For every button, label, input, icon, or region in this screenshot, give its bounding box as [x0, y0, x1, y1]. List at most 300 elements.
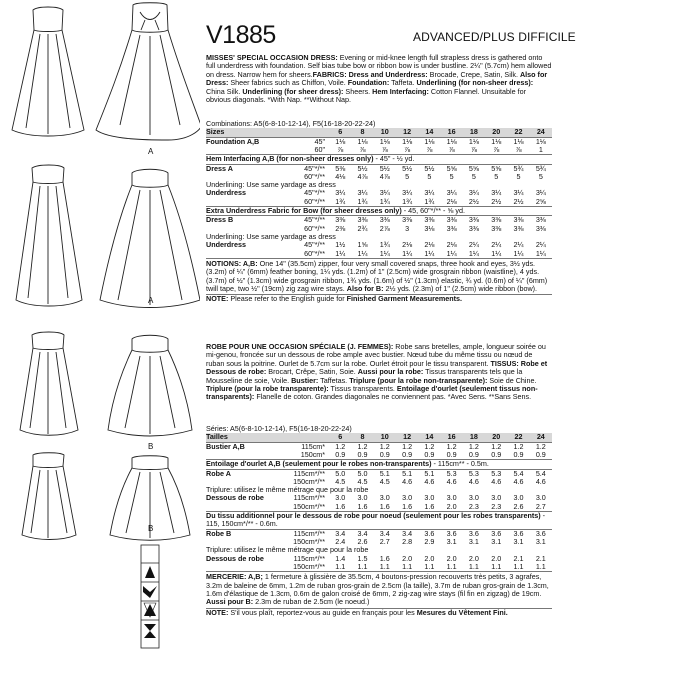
- en-header-row: [206, 128, 552, 137]
- fr-cell: 1.6: [351, 503, 373, 512]
- fr-cell: 4.6: [424, 476, 435, 486]
- en-cell: 1⅛: [446, 136, 457, 146]
- en-cell: 3⅛: [424, 223, 435, 233]
- fr-cell: 0.9: [374, 451, 396, 460]
- en-cell: 3⅜: [468, 223, 479, 233]
- en-cell: 3⅜: [446, 215, 457, 225]
- fr-sizes-label: Tailles: [206, 433, 329, 442]
- en-cell: 4⅞: [357, 171, 368, 181]
- en-cell: 5⅝: [468, 163, 479, 173]
- en-cell: 3¼: [335, 188, 346, 198]
- fr-cell: 2.8: [402, 536, 413, 546]
- fr-cell: 4.5: [335, 476, 346, 486]
- fr-cell: 0.9: [418, 451, 440, 460]
- en-cell: 2¼: [468, 240, 479, 250]
- dress-b-strapless-illustration: [108, 335, 192, 436]
- fr-cell: 3.6: [513, 528, 524, 538]
- en-cell: 1¾: [374, 198, 396, 207]
- en-cell: 1¼: [463, 250, 485, 259]
- fr-cell: 3.1: [513, 536, 524, 546]
- en-cell: 5⅜: [335, 163, 346, 173]
- en-cell: 2⅞: [379, 223, 390, 233]
- fr-row-width: 150cm*/**: [293, 476, 326, 486]
- fr-cell: 3.0: [535, 493, 546, 503]
- fr-note: [206, 608, 552, 617]
- fr-size-16: 16: [441, 433, 463, 442]
- en-row-label: Foundation A,B: [206, 136, 260, 146]
- en-row: [206, 164, 552, 173]
- en-note: [206, 294, 552, 303]
- fr-mercerie-bold-2: Aussi pour B:: [206, 597, 254, 607]
- en-desc-text-0: Evening or mid-knee length full strapless dress is gathered onto full underdress with foundation. Self bias tube bow or ribbon bow is under bustline. 2¼" (5.7cm) hem allowed on dress. Narrow hem for sheers.: [206, 53, 552, 79]
- en-full-label: Hem Interfacing A,B (for non-sheer dresses only): [206, 154, 374, 164]
- en-size-10: 10: [374, 128, 396, 137]
- dress-a-back-illustration: [12, 7, 84, 136]
- dress-b-front-illustration: [20, 332, 78, 435]
- en-cell: 3⅜: [335, 215, 346, 225]
- fr-cell: 3.0: [424, 493, 435, 503]
- fr-cell: 3.4: [357, 528, 368, 538]
- en-desc-text-6: Cotton Flannel. Unsuitable for obvious diagonals. *With Nap. **Without Nap.: [206, 86, 526, 105]
- fr-cell: 2.6: [507, 503, 529, 512]
- en-cell: 1⅝: [357, 240, 368, 250]
- fr-cell: 1.2: [491, 441, 502, 451]
- en-size-18: 18: [463, 128, 485, 137]
- fr-cell: 5.1: [379, 468, 390, 478]
- fr-cell: 2.0: [402, 553, 413, 563]
- fr-cell: 0.9: [507, 451, 529, 460]
- en-notions: [206, 260, 552, 294]
- en-cell: 1¾: [418, 198, 440, 207]
- en-row-width: 60"*/**: [304, 223, 326, 233]
- en-yardage-table: [206, 128, 552, 258]
- en-size-22: 22: [507, 128, 529, 137]
- en-cell: ⅞: [507, 146, 529, 155]
- fr-cell: 2.4: [335, 536, 346, 546]
- fr-cell: 4.6: [402, 476, 413, 486]
- en-notions-bold-2: Also for B:: [346, 284, 384, 294]
- fr-cell: 3.6: [424, 528, 435, 538]
- en-row-width: 60": [282, 146, 329, 155]
- en-cell: 3¼: [513, 188, 524, 198]
- en-full-label: Extra Underdress Fabric for Bow (for sheer dresses only): [206, 206, 402, 216]
- fr-size-8: 8: [351, 433, 373, 442]
- en-row-label: Dress B: [206, 215, 234, 225]
- en-row-label: Underdress: [206, 188, 246, 198]
- fr-cell: 3.0: [468, 493, 479, 503]
- fr-size-14: 14: [418, 433, 440, 442]
- fr-cell: 1.1: [374, 563, 396, 572]
- en-cell: 3: [405, 223, 410, 233]
- en-cell: ⅞: [374, 146, 396, 155]
- difficulty-level: ADVANCED/PLUS DIFFICILE: [413, 30, 576, 44]
- dress-b-second-illustration: [22, 453, 76, 540]
- fr-desc-text-3: Taffetas.: [318, 375, 350, 385]
- en-cell: 1: [530, 146, 552, 155]
- fr-cell: 0.9: [329, 451, 351, 460]
- fr-cell: 1.1: [396, 563, 418, 572]
- en-cell: 1¼: [396, 250, 418, 259]
- dress-a-second-back-illustration: [16, 165, 82, 306]
- fr-cell: 4.6: [513, 476, 524, 486]
- en-row: [206, 137, 552, 146]
- fr-cell: 4.6: [468, 476, 479, 486]
- fr-desc-text-5: Tissus transparents.: [328, 384, 397, 394]
- fr-cell: 3.1: [468, 536, 479, 546]
- fr-note-bold-2: Mesures du Vêtement Fini.: [416, 607, 508, 617]
- fr-cell: 0.9: [463, 451, 485, 460]
- en-cell: 3⅜: [491, 223, 502, 233]
- fr-cell: 3.0: [335, 493, 346, 503]
- illustration-column: [0, 0, 200, 680]
- fr-row-width: 150cm*/**: [282, 563, 329, 572]
- fr-cell: 2.0: [446, 553, 457, 563]
- en-cell: 2⅛: [424, 240, 435, 250]
- en-cell: 1⅛: [491, 136, 502, 146]
- fr-cell: 2.3: [463, 503, 485, 512]
- en-cell: 1⅛: [513, 136, 524, 146]
- fr-size-18: 18: [463, 433, 485, 442]
- en-cell: 5¾: [535, 163, 546, 173]
- fr-series: Séries: A5(6-8-10-12-14), F5(16-18-20-22-24): [206, 424, 352, 433]
- fr-row-width: 115cm*: [301, 441, 326, 451]
- fr-cell: 3.0: [402, 493, 413, 503]
- en-cell: 1¾: [329, 198, 351, 207]
- fr-cell: 1.2: [402, 441, 413, 451]
- fr-row-width: 115cm*/**: [293, 553, 326, 563]
- fr-cell: 0.9: [441, 451, 463, 460]
- en-cell: 5½: [424, 163, 435, 173]
- fr-cell: 2.0: [491, 553, 502, 563]
- en-note-bold: NOTE:: [206, 294, 229, 304]
- fr-row-label: Dessous de robe: [206, 493, 264, 503]
- fr-cell: 1.6: [379, 553, 390, 563]
- fr-full-rest: - 115cm** - 0.5m.: [431, 459, 489, 469]
- en-cell: 2⅛: [446, 240, 457, 250]
- en-cell: 2½: [463, 198, 485, 207]
- fr-cell: 2.3: [485, 503, 507, 512]
- en-cell: 1¼: [351, 250, 373, 259]
- fr-cell: 1.1: [463, 563, 485, 572]
- fr-desc-bold-5: Triplure (pour la robe transparente):: [206, 384, 329, 394]
- dress-illustrations: [0, 0, 200, 680]
- en-cell: 5⅝: [491, 163, 502, 173]
- fr-full-row: [206, 460, 552, 469]
- fr-cell: 2.6: [357, 536, 368, 546]
- fr-desc-bold-4: Triplure (pour la robe non-transparente):: [349, 375, 488, 385]
- en-cell: 3¼: [535, 188, 546, 198]
- en-cell: 5¾: [513, 163, 524, 173]
- fr-row-width: 115cm*/**: [293, 493, 326, 503]
- en-cell: 4⅛: [335, 171, 346, 181]
- en-size-12: 12: [396, 128, 418, 137]
- en-desc-bold-5: Underlining (for sheer dress):: [242, 86, 344, 96]
- en-cell: 5½: [379, 163, 390, 173]
- en-cell: 3⅜: [379, 215, 390, 225]
- fr-desc-text-6: Flanelle de coton. Grandes diagonales ne conviennent pas. *Avec Sens. **Sans Sens.: [254, 392, 532, 402]
- pattern-symbol-legend: [141, 545, 159, 648]
- en-desc-text-3: Taffeta.: [389, 78, 417, 88]
- fr-note-bold: NOTE:: [206, 607, 229, 617]
- fr-size-6: 6: [329, 433, 351, 442]
- en-cell: 1¼: [329, 250, 351, 259]
- en-cell: 2¾: [357, 223, 368, 233]
- fr-cell: 4.5: [379, 476, 390, 486]
- fr-cell: 4.5: [357, 476, 368, 486]
- en-cell: 2¼: [513, 240, 524, 250]
- fr-cell: 1.1: [485, 563, 507, 572]
- en-cell: 2⅛: [441, 198, 463, 207]
- fr-cell: 2.1: [535, 553, 546, 563]
- en-cell: 3⅜: [535, 215, 546, 225]
- fr-desc-bold-6: Entoilage d'ourlet (seulement tissus non-transparents):: [206, 384, 538, 402]
- en-cell: 1¼: [530, 250, 552, 259]
- en-note-bold-2: Finished Garment Measurements.: [346, 294, 463, 304]
- fr-cell: 3.4: [335, 528, 346, 538]
- fr-note-text: S'il vous plaît, reportez-vous au guide en français pour les: [228, 607, 417, 617]
- fr-mercerie-bold: MERCERIE: A,B;: [206, 572, 263, 582]
- en-cell: 3⅜: [402, 215, 413, 225]
- en-cell: 1¼: [485, 250, 507, 259]
- en-cell: ⅞: [351, 146, 373, 155]
- fr-cell: 1.1: [418, 563, 440, 572]
- figure-label-b-1: B: [148, 442, 154, 451]
- en-cell: 3⅜: [468, 215, 479, 225]
- fr-row-label: Robe B: [206, 528, 232, 538]
- fr-note-row: Triplure: utilisez le même métrage que pour la robe: [206, 485, 369, 495]
- en-cell: ⅞: [418, 146, 440, 155]
- fr-cell: 0.9: [351, 451, 373, 460]
- fr-cell: 3.6: [446, 528, 457, 538]
- en-size-24: 24: [530, 128, 552, 137]
- fr-desc-bold-3: Bustier:: [291, 375, 319, 385]
- en-cell: 1⅛: [357, 136, 368, 146]
- fr-cell: 3.1: [535, 536, 546, 546]
- fr-cell: 5.3: [491, 468, 502, 478]
- fr-cell: 2.1: [513, 553, 524, 563]
- fr-mercerie: [206, 573, 552, 607]
- en-cell: 1⅛: [335, 136, 346, 146]
- fr-cell: 5.0: [357, 468, 368, 478]
- fr-cell: 2.7: [379, 536, 390, 546]
- en-cell: 1¼: [374, 250, 396, 259]
- fr-cell: 3.6: [468, 528, 479, 538]
- en-cell: 2⅝: [530, 198, 552, 207]
- en-cell: 1⅛: [379, 136, 390, 146]
- fr-desc-text-2: Tissus transparents tels que la Mousseline de soie, Voile.: [206, 367, 523, 385]
- en-cell: 1¼: [441, 250, 463, 259]
- en-desc-bold-4: Underlining (for non-sheer dress):: [416, 78, 534, 88]
- en-cell: 3¼: [446, 188, 457, 198]
- en-size-16: 16: [441, 128, 463, 137]
- en-cell: 4⅞: [379, 171, 390, 181]
- fr-cell: 3.4: [402, 528, 413, 538]
- fr-cell: 1.5: [357, 553, 368, 563]
- fr-cell: 1.2: [468, 441, 479, 451]
- en-row: [206, 155, 552, 164]
- en-cell: 3⅜: [513, 223, 524, 233]
- fr-row-width: 150cm*: [282, 451, 329, 460]
- fr-row: [206, 512, 552, 530]
- fr-full-label: Entoilage d'ourlet A,B (seulement pour le robes non-transparents): [206, 459, 432, 469]
- en-cell: 1¾: [396, 198, 418, 207]
- en-cell: 3¼: [468, 188, 479, 198]
- fr-row: [206, 563, 552, 572]
- en-cell: 3⅜: [446, 223, 457, 233]
- en-cell: 1¼: [507, 250, 529, 259]
- fr-cell: 0.9: [530, 451, 552, 460]
- fr-cell: 1.1: [329, 563, 351, 572]
- en-cell: ⅞: [329, 146, 351, 155]
- en-desc-bold-6: Hem Interfacing:: [372, 86, 429, 96]
- en-cell: 5: [449, 171, 454, 181]
- fr-cell: 0.9: [396, 451, 418, 460]
- fr-cell: 3.4: [379, 528, 390, 538]
- en-row-width: 45"*/**: [304, 163, 326, 173]
- en-cell: 3⅜: [513, 215, 524, 225]
- figure-label-b-2: B: [148, 524, 154, 533]
- en-cell: ⅞: [463, 146, 485, 155]
- fr-cell: 1.1: [351, 563, 373, 572]
- en-full-row: [206, 155, 552, 164]
- fr-row-label: Bustier A,B: [206, 441, 245, 451]
- en-cell: 3¼: [379, 188, 390, 198]
- fr-cell: 4.6: [491, 476, 502, 486]
- fr-cell: 1.6: [396, 503, 418, 512]
- fr-size-12: 12: [396, 433, 418, 442]
- en-cell: 2⅛: [402, 240, 413, 250]
- fr-cell: 1.2: [357, 441, 368, 451]
- fr-cell: 1.4: [335, 553, 346, 563]
- fr-yardage-table: [206, 433, 552, 572]
- en-note-text: Please refer to the English guide for: [228, 294, 347, 304]
- en-cell: 5: [405, 171, 410, 181]
- fr-note-row: Triplure: utilisez le même métrage que pour la robe: [206, 545, 369, 555]
- fr-cell: 2.7: [530, 503, 552, 512]
- en-notions-bold: NOTIONS: A,B:: [206, 258, 258, 268]
- en-notions-text: One 14" (35.5cm) zipper, four very small covered snaps, three hook and eyes, 3½ yds. (3.2m) of ¼" (6mm) feather boning, 1¼ yds. (1.2m) of 1" (2.5cm) wide grosgrain ribbon (waistline), 4 yds. (3.7m) of ½" (1.3cm) wide grosgrain ribbon, 1¾ yds. (1.6m) of ½" (1.3cm) elastic, ¾ yd. (0.6m) of ¼" (6mm) twill tape, two ½" (19cm) zig zag wire stays.: [206, 258, 548, 294]
- fr-yardage-section: [206, 425, 552, 617]
- en-yardage-section: [206, 120, 552, 304]
- fr-cell: 1.6: [374, 503, 396, 512]
- fr-row-width: 115cm*/**: [293, 528, 326, 538]
- en-desc-bold-1: FABRICS: Dress and Underdress:: [312, 69, 428, 79]
- en-cell: 3⅜: [535, 223, 546, 233]
- en-cell: 2¼: [491, 240, 502, 250]
- fr-cell: 3.1: [446, 536, 457, 546]
- en-cell: 5: [516, 171, 521, 181]
- en-cell: 2⅜: [335, 223, 346, 233]
- fr-cell: 1.2: [335, 441, 346, 451]
- en-cell: 1¾: [351, 198, 373, 207]
- en-cell: ⅞: [485, 146, 507, 155]
- en-size-8: 8: [351, 128, 373, 137]
- fr-cell: 4.6: [535, 476, 546, 486]
- en-description: [206, 54, 552, 104]
- fr-cell: 3.0: [357, 493, 368, 503]
- fr-desc-text-0: Robe sans bretelles, ample, longueur soirée ou mi-genou, froncée sur un dessous de robe ample avec bustier. Nœud tube du même tissu ou nœud de ruban sous la poitrine. Ourlet de 5.7cm sur la robe. Ourlet étroit pour le tissu transparent.: [206, 342, 546, 368]
- en-row-label: Underdress: [206, 240, 246, 250]
- en-cell: 1⅛: [535, 136, 546, 146]
- en-full-rest: - 45, 60"*/** - ⅝ yd.: [401, 206, 466, 216]
- en-cell: 5½: [402, 163, 413, 173]
- en-cell: 3¼: [491, 188, 502, 198]
- fr-size-24: 24: [530, 433, 552, 442]
- en-cell: 5: [471, 171, 476, 181]
- fr-cell: 2.0: [441, 503, 463, 512]
- fr-row-label: Robe A: [206, 468, 231, 478]
- en-cell: 2½: [507, 198, 529, 207]
- fr-full-rest: - 115, 150cm*/** - 0.6m.: [206, 511, 546, 529]
- en-row: [206, 250, 552, 259]
- dress-a-long-illustration: [96, 3, 200, 140]
- en-desc-text-4: China Silk.: [206, 86, 243, 96]
- en-cell: 1⅛: [402, 136, 413, 146]
- fr-cell: 3.1: [491, 536, 502, 546]
- en-size-14: 14: [418, 128, 440, 137]
- en-cell: 1½: [335, 240, 346, 250]
- fr-cell: 5.1: [424, 468, 435, 478]
- fr-row: [206, 460, 552, 469]
- en-row-width: 60"*/**: [282, 198, 329, 207]
- fr-cell: 5.0: [335, 468, 346, 478]
- en-desc-bold-0: MISSES' SPECIAL OCCASION DRESS:: [206, 53, 338, 62]
- fr-row-width: 150cm*/**: [293, 536, 326, 546]
- en-size-20: 20: [485, 128, 507, 137]
- fr-cell: 3.6: [491, 528, 502, 538]
- fr-cell: 3.0: [446, 493, 457, 503]
- en-notions-text-2: 2½ yds. (2.3m) of 1" (2.5cm) wide ribbon (bow).: [383, 284, 538, 294]
- en-cell: 5: [427, 171, 432, 181]
- en-cell: 2¼: [535, 240, 546, 250]
- en-cell: 5: [494, 171, 499, 181]
- en-row-label: Dress A: [206, 163, 233, 173]
- en-note-row: Underlining: Use same yardage as dress: [206, 231, 336, 241]
- fr-size-20: 20: [485, 433, 507, 442]
- en-cell: 3¼: [357, 188, 368, 198]
- fr-desc-bold-1: TISSUS: Robe et Dessous de robe:: [206, 358, 548, 377]
- fr-cell: 1.6: [418, 503, 440, 512]
- fr-cell: 1.2: [446, 441, 457, 451]
- en-cell: 2½: [485, 198, 507, 207]
- en-cell: 3⅜: [424, 215, 435, 225]
- en-cell: 3¼: [424, 188, 435, 198]
- en-row-width: 60"*/**: [304, 171, 326, 181]
- fr-cell: 2.0: [468, 553, 479, 563]
- en-size-6: 6: [329, 128, 351, 137]
- fr-cell: 3.6: [535, 528, 546, 538]
- fr-row-width: 115cm*/**: [293, 468, 326, 478]
- en-combinations: Combinations: A5(6-8-10-12-14), F5(16-18-20-22-24): [206, 119, 376, 128]
- fr-size-22: 22: [507, 433, 529, 442]
- fr-cell: 5.4: [513, 468, 524, 478]
- fr-cell: 1.2: [535, 441, 546, 451]
- fr-cell: 3.0: [491, 493, 502, 503]
- fr-cell: 5.3: [446, 468, 457, 478]
- figure-label-a-2: A: [148, 296, 154, 305]
- fr-full-row: [206, 512, 552, 530]
- en-desc-text-5: Sheers.: [343, 86, 373, 96]
- fr-cell: 1.6: [329, 503, 351, 512]
- fr-desc-text-1: Brocart, Crêpe, Satin, Soie.: [266, 367, 358, 377]
- fr-cell: 1.2: [513, 441, 524, 451]
- fr-cell: 3.0: [513, 493, 524, 503]
- fr-size-10: 10: [374, 433, 396, 442]
- en-cell: 1⅛: [424, 136, 435, 146]
- dress-a-short-illustration: [100, 169, 200, 307]
- en-full-rest: - 45" - ½ yd.: [373, 154, 415, 164]
- en-cell: 5½: [357, 163, 368, 173]
